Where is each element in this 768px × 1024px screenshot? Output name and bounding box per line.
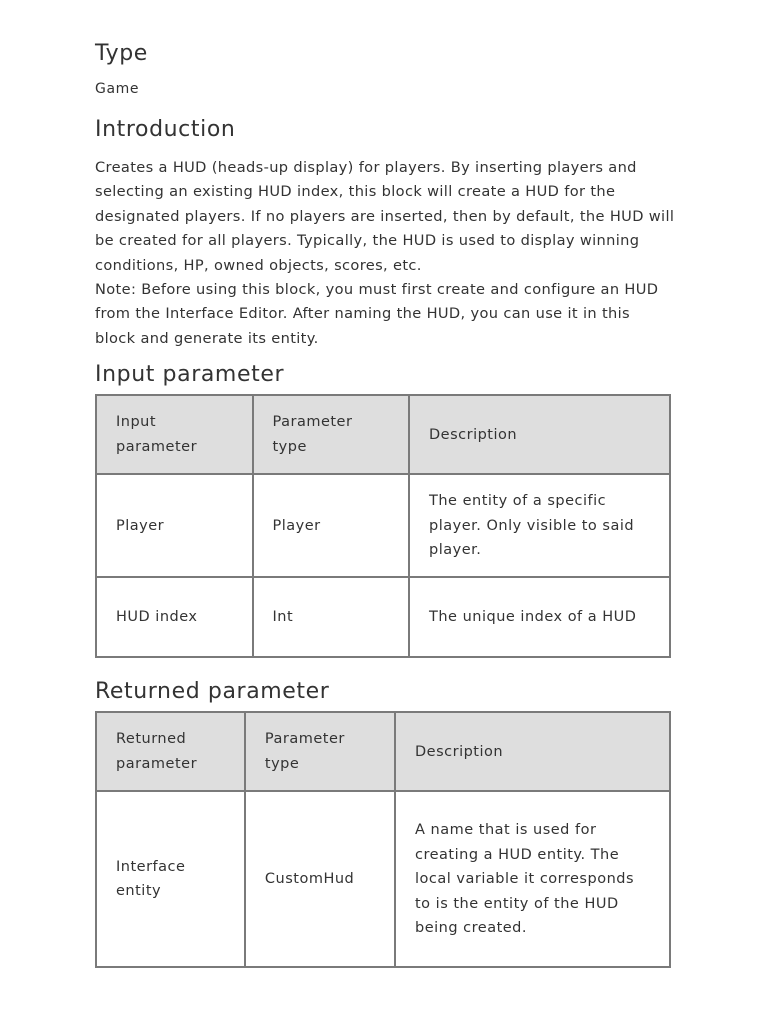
- header-description: Description: [395, 712, 670, 791]
- document-content: [95, 0, 675, 968]
- header-parameter-type: Parameter type: [253, 395, 410, 474]
- cell-input-parameter: Player: [96, 474, 253, 577]
- table-row: [96, 577, 670, 657]
- returned-parameter-table: [95, 711, 671, 968]
- header-description: Description: [409, 395, 670, 474]
- type-heading: Type: [95, 41, 148, 66]
- cell-description: A name that is used for creating a HUD entity. The local variable it corresponds to is the entity of the HUD being created.: [395, 791, 670, 967]
- returned-parameter-heading: Returned parameter: [95, 679, 330, 705]
- cell-parameter-type: Player: [253, 474, 410, 577]
- cell-parameter-type: CustomHud: [245, 791, 395, 967]
- header-returned-parameter: Returned parameter: [96, 712, 245, 791]
- input-parameter-table: [95, 394, 671, 658]
- cell-description: The entity of a specific player. Only visible to said player.: [409, 474, 670, 577]
- table-row: [96, 791, 670, 967]
- input-parameter-heading: Input parameter: [95, 362, 285, 388]
- table-header-row: [96, 395, 670, 474]
- header-parameter-type: Parameter type: [245, 712, 395, 791]
- cell-parameter-type: Int: [253, 577, 410, 657]
- table-header-row: [96, 712, 670, 791]
- introduction-heading: Introduction: [95, 117, 236, 142]
- introduction-note: Note: Before using this block, you must first create and configure an HUD from the Interface Editor. After naming the HUD, you can use it in this block and generate its entity.: [95, 281, 659, 347]
- table-row: [96, 474, 670, 577]
- cell-returned-parameter: Interface entity: [96, 791, 245, 967]
- introduction-paragraph: Creates a HUD (heads-up display) for players. By inserting players and selecting an existing HUD index, this block will create a HUD for the designated players. If no players are inserted, then by default, the HUD will be created for all players. Typically, the HUD is used to display winning conditions, HP, owned objects, scores, etc.: [95, 159, 675, 274]
- header-input-parameter: Input parameter: [96, 395, 253, 474]
- cell-description: The unique index of a HUD: [409, 577, 670, 657]
- cell-input-parameter: HUD index: [96, 577, 253, 657]
- type-value: Game: [95, 81, 140, 97]
- introduction-text: [95, 156, 675, 351]
